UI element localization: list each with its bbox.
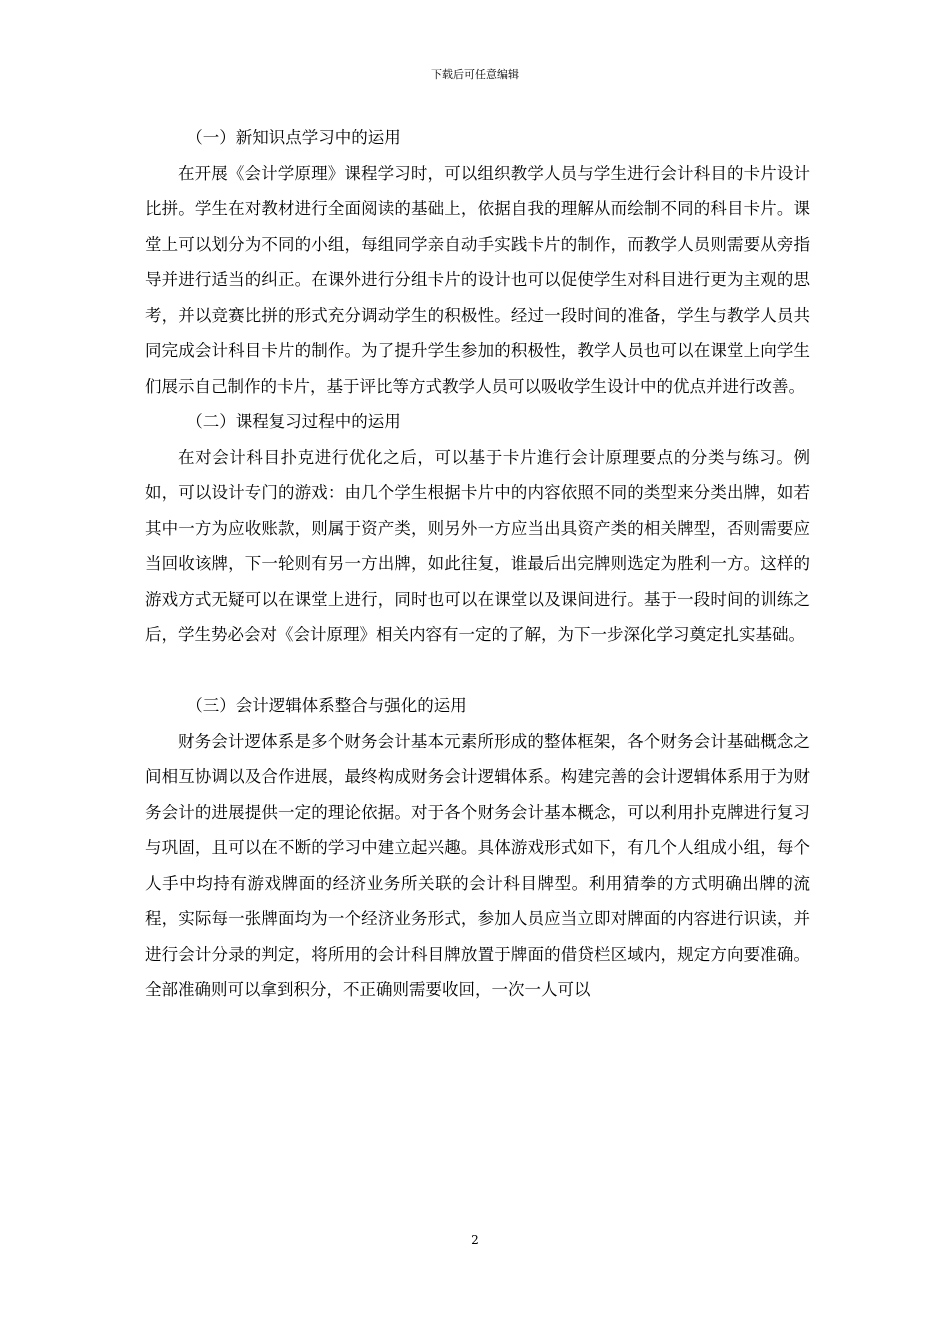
section-1-paragraph: 在开展《会计学原理》课程学习时，可以组织教学人员与学生进行会计科目的卡片设计比拼。学生在对教材进行全面阅读的基础上，依据自我的理解从而绘制不同的科目卡片。课堂上可以划分为不同的小组，每组同学亲自动手实践卡片的制作，而教学人员则需要从旁指导并进行适当的纠正。在课外进行分组卡片的设计也可以促使学生对科目进行更为主观的思考，并以竞赛比拼的形式充分调动学生的积极性。经过一段时间的准备，学生与教学人员共同完成会计科目卡片的制作。为了提升学生参加的积极性，教学人员也可以在课堂上向学生们展示自己制作的卡片，基于评比等方式教学人员可以吸收学生设计中的优点并进行改善。 — [145, 163, 810, 396]
section-3-paragraph: 财务会计逻体系是多个财务会计基本元素所形成的整体框架，各个财务会计基础概念之间相互协调以及合作进展，最终构成财务会计逻辑体系。构建完善的会计逻辑体系用于为财务会计的进展提供一定的理论依据。对于各个财务会计基本概念，可以利用扑克牌进行复习与巩固，且可以在不断的学习中建立起兴趣。具体游戏形式如下，有几个人组成小组，每个人手中均持有游戏牌面的经济业务所关联的会计科目牌型。利用猜拳的方式明确出牌的流程，实际每一张牌面均为一个经济业务形式，参加人员应当立即对牌面的内容进行识读，并进行会计分录的判定，将所用的会计科目牌放置于牌面的借贷栏区域内，规定方向要准确。全部准确则可以拿到积分，不正确则需要收回，一次一人可以 — [145, 731, 810, 999]
section-1-heading: （一）新知识点学习中的运用 — [186, 128, 401, 147]
page-header: 下载后可任意编辑 — [431, 68, 519, 81]
section-3-heading: （三）会计逻辑体系整合与强化的运用 — [186, 696, 467, 715]
page-number: 2 — [471, 1233, 479, 1247]
document-body — [145, 120, 810, 1008]
section-2-heading: （二）课程复习过程中的运用 — [186, 412, 401, 431]
blank-line — [145, 653, 810, 689]
section-2-paragraph: 在对会计科目扑克进行优化之后，可以基于卡片進行会计原理要点的分类与练习。例如，可以设计专门的游戏：由几个学生根据卡片中的内容依照不同的类型来分类出牌，如若其中一方为应收账款，则属于资产类，则另外一方应当出具资产类的相关牌型，否则需要应当回收该牌，下一轮则有另一方出牌，如此往复，谁最后出完牌则选定为胜利一方。这样的游戏方式无疑可以在课堂上进行，同时也可以在课堂以及课间进行。基于一段时间的训练之后，学生势必会对《会计原理》相关内容有一定的了解，为下一步深化学习奠定扎实基础。 — [145, 447, 810, 644]
